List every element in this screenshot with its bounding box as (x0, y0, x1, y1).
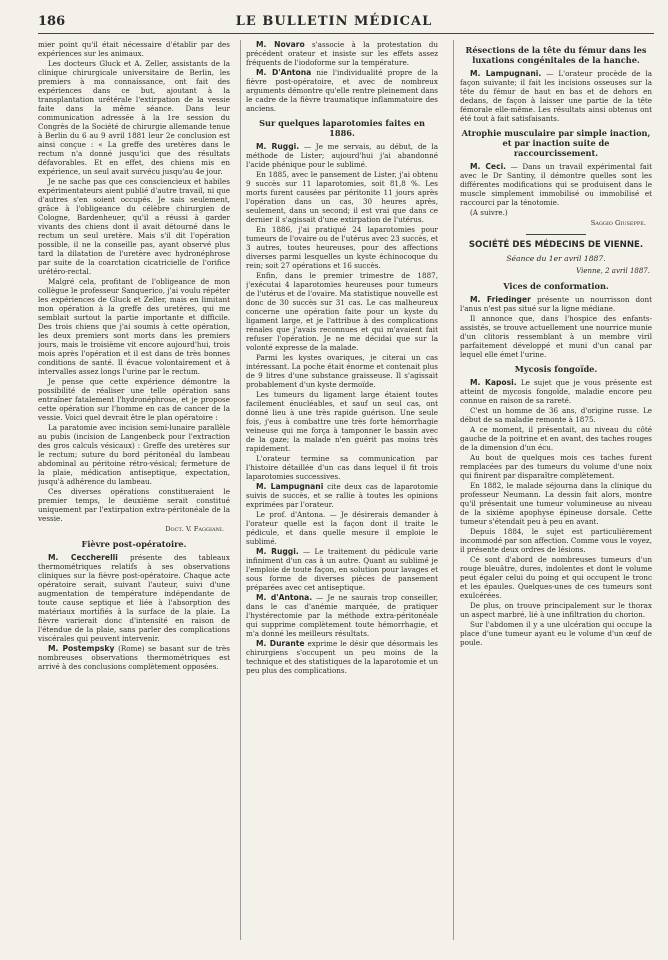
paragraph-text: Ce sont d'abord de nombreuses tumeurs d'un rouge bleuâtre, dures, indolentes et dont le volume peut égaler celui du poing et qui occupent le tronc et les épaules. Quelques-unes de ces tumeurs sont exulcérées. (460, 555, 652, 600)
paragraph-text: A ce moment, il présentait, au niveau du côté gauche de la poitrine et en avant, des taches rouges de la dimension d'un écu. (460, 425, 652, 452)
paragraph (246, 593, 438, 638)
paragraph-text: présente un nourrisson dont l'anus n'est pas situé sur la ligne médiane. (460, 295, 652, 313)
paragraph-text: Le prof. d'Antona. — Je désirerais demander à l'orateur quelle est la façon dont il traite le pédicule, et dans quelle mesure il emploie le sublimé. (246, 510, 438, 546)
speaker-name: M. Novaro (256, 40, 305, 49)
paragraph-text: cite deux cas de laparotomie suivis de succès, et se rallie à toutes les opinions exprimées par l'orateur. (246, 482, 438, 509)
paragraph (460, 453, 652, 480)
speaker-name: M. Ceccherelli (48, 553, 118, 562)
dateline: Vienne, 2 avril 1887. (576, 267, 650, 275)
paragraph (38, 487, 230, 523)
paragraph (460, 208, 652, 217)
paragraph-text: Je ne sache pas que ces consciencieux et habiles expérimentateurs aient publié d'autre travail, ni que d'autres s'en soient occupés. Je sais seulement, grâce à l'obligeance du célèbre chirurgien de Cologne, Bardenheuer, qu'il a réussi à garder vivants des chiens dont il avait détourné dans le rectum un seul uretère. Mais s'il dit l'opération possible, il ne la conseille pas, ayant observé plus tard la dilatation de l'uretère avec hydronéphrose par suite de la coarctation cicatricielle de l'orifice urétéro-rectal. (38, 177, 230, 276)
paragraph (246, 170, 438, 224)
paragraph (460, 425, 652, 452)
paragraph-text: — Le traitement du pédicule varie infiniment d'un cas à un autre. Quant au sublimé je l'emploie de toute façon, en solution pour lavages et sous forme de diverses pièces de pansement préparées avec cet antiseptique. (246, 547, 438, 592)
paragraph (460, 527, 652, 554)
society-title: SOCIÉTÉ DES MÉDECINS DE VIENNE. (468, 240, 644, 250)
paragraph-text: (A suivre.) (470, 208, 508, 217)
paragraph (246, 40, 438, 67)
speaker-name: M. Kaposi. (470, 378, 517, 387)
paragraph (38, 177, 230, 276)
paragraph-text: En 1882, le malade séjourna dans la clinique du professeur Neumann. La dessin fait alors, montre qu'il présentait une tumeur volumineuse au niveau de la sixième apophyse épineuse dorsale. Cette tumeur s'étendait peu à peu en avant. (460, 481, 652, 526)
section-heading: Mycosis fongoïde. (514, 364, 598, 374)
paragraph (38, 553, 230, 643)
paragraph (246, 68, 438, 113)
paragraph (38, 277, 230, 376)
paragraph (460, 620, 652, 647)
paragraph (38, 40, 230, 58)
paragraph-text: Enfin, dans le premier trimestre de 1887, j'exécutai 4 laparotomies heureuses pour tumeurs de l'utérus et de l'ovaire. Ma statistique nouvelle est donc de 30 succès sur 31 cas. Le cas malheureux concerne une opération faite pour un kyste du ligament large, et je l'attribue à des complications rénales que j'avais reconnues et qui m'avaient fait refuser l'opération. Je ne me décidai que sur la volonté expresse de la malade. (246, 271, 438, 352)
speaker-name: M. Friedinger (470, 295, 531, 304)
author-signature: Saggio Giuseppe. (590, 219, 646, 227)
paragraph (246, 271, 438, 352)
paragraph (460, 481, 652, 526)
paragraph-text: Parmi les kystes ovariques, je citerai un cas intéressant. La poche était énorme et contenait plus de 9 litres d'une substance graisseuse. Il s'agissait probablement d'un kyste dermoïde. (246, 353, 438, 389)
paragraph (460, 69, 652, 123)
paragraph-text: — Je me servais, au début, de la méthode de Lister; aujourd'hui j'ai abandonné l'acide phénique pour le sublimé. (246, 142, 438, 169)
paragraph-text: Les tumeurs du ligament large étaient toutes facilement énucléables, et sauf un seul cas, ont donné lieu à une très rapide guérison. Une seule fois, j'eus à combattre une très forte hémorrhagie veineuse qui me força à tamponner le bassin avec de la gaze; la malade n'en guérit pas moins très rapidement. (246, 390, 438, 453)
speaker-name: M. d'Antona. (256, 593, 313, 602)
paragraph (246, 547, 438, 592)
section-rule (526, 234, 586, 235)
header-rule (38, 33, 654, 34)
paragraph (460, 378, 652, 405)
paragraph (38, 377, 230, 422)
section-heading: Atrophie musculaire par simple inaction, et par inaction suite de raccourcissement. (461, 128, 651, 158)
speaker-name: M. Lampugnani. (470, 69, 542, 78)
section-heading: Sur quelques laparotomies faites en 1886. (259, 118, 425, 138)
paragraph-text: — Je ne saurais trop conseiller, dans le cas d'anémie marquée, de pratiquer l'hystérectomie par la méthode extra-péritonéale qui supprime complètement toute hémorrhagie, et m'a donné les meilleurs résultats. (246, 593, 438, 638)
paragraph (460, 406, 652, 424)
speaker-name: M. Postempsky (48, 644, 115, 653)
paragraph (246, 225, 438, 270)
paragraph (38, 59, 230, 176)
speaker-name: M. D'Antona (256, 68, 312, 77)
paragraph-text: Au bout de quelques mois ces taches furent remplacées par des tumeurs du volume d'une noix qui finirent par disparaître complètement. (460, 453, 652, 480)
page-number: 186 (38, 14, 66, 29)
paragraph (38, 644, 230, 671)
paragraph (460, 295, 652, 313)
speaker-name: M. Ruggi. (256, 142, 300, 151)
paragraph-text: En 1886, j'ai pratiqué 24 laparotomies pour tumeurs de l'ovaire ou de l'utérus avec 23 succès, et 3 autres, toutes heureuses, pour des affections diverses parmi lesquelles un kyste échinocoque du rein; soit 27 opérations et 16 succès. (246, 225, 438, 270)
paragraph (460, 314, 652, 359)
paragraph (38, 423, 230, 486)
paragraph-text: exprime le désir que désormais les chirurgiens s'occupent un peu moins de la technique et des statistiques de la laparotomie et un peu plus des complications. (246, 639, 438, 675)
column-divider (453, 40, 454, 940)
paragraph (246, 639, 438, 675)
paragraph-text: L'orateur termine sa communication par l'histoire détaillée d'un cas dans lequel il fit trois laparotomies successives. (246, 454, 438, 481)
paragraph (460, 601, 652, 619)
paragraph-text: Je pense que cette expérience démontre la possibilité de réaliser une telle opération sans entraîner fatalement l'hydronéphrose, et je propose cette opération sur l'homme en cas de cancer de la vessie. Voici quel devrait être le plan opératoire : (38, 377, 230, 422)
speaker-name: M. Ruggi. (256, 547, 299, 556)
paragraph (246, 454, 438, 481)
paragraph-text: — Dans un travail expérimental fait avec le Dr Santiny, il démontre quelles sont les différentes modifications qui se produisent dans le muscle simplement immobilisé ou immobilisé et raccourci par la ténotomie. (460, 162, 652, 207)
paragraph-text: — L'orateur procède de la façon suivante; il fait les incisions osseuses sur la tête du fémur de haut en bas et de dehors en dedans, de façon à laisser une partie de la tête fémorale elle-même. Les résultats ainsi obtenus ont été tout à fait satisfaisants. (460, 69, 652, 123)
paragraph-text: Les docteurs Gluck et A. Zeller, assistants de la clinique chirurgicale universitaire de Berlin, les premiers à ma connaissance, ont fait des expériences dans ce but, ajoutant à la transplantation urétérale l'extirpation de la vessie faite dans la même séance. Dans leur communication adressée à la 1re session du Congrès de la Société de chirurgie allemande tenue à Berlin du 6 au 9 avril 1881 leur 2e conclusion est ainsi conçue : « La greffe des uretères dans le rectum n'a donné jusqu'ici que des résultats défavorables. Et en effet, des chiens mis en expérience, un seul avait survécu jusqu'au 4e jour. (38, 59, 230, 176)
paragraph-text: Le sujet que je vous présente est atteint de mycosis fongoïde, maladie encore peu connue en raison de sa rareté. (460, 378, 652, 405)
paragraph (460, 555, 652, 600)
paragraph-text: nie l'individualité propre de la fièvre post-opératoire, et avec de nombreux arguments démontre qu'elle rentre pleinement dans le cadre de la fièvre traumatique inflammatoire des anciens. (246, 68, 438, 113)
paragraph-text: La paratomie avec incision semi-lunaire parallèle au pubis (incision de Langenbeck pour l'extraction des gros calculs vésicaux) : Greffe des uretères sur le rectum; suture du bord péritonéal du lambeau abdominal au péritoine rétro-vésical; fermeture de la plaie, médication antiseptique, expectation, jusqu'à adhérence du lambeau. (38, 423, 230, 486)
column-1 (38, 40, 230, 940)
column-3 (460, 40, 652, 940)
paragraph (246, 510, 438, 546)
paragraph-text: Il annonce que, dans l'hospice des enfants-assistés, se trouve actuellement une nourrice munie d'un clitoris ressemblant à un membre viril parfaitement développé et muni d'un canal par lequel elle émet l'urine. (460, 314, 652, 359)
column-divider (240, 40, 241, 940)
column-2 (246, 40, 438, 940)
speaker-name: M. Durante (256, 639, 305, 648)
paragraph-text: s'associe à la protestation du précédent orateur et insiste sur les effets assez fréquents de l'iodoforme sur la température. (246, 40, 438, 67)
author-signature: Doct. V. Faggiani. (165, 525, 224, 533)
session-date: Séance du 1er avril 1887. (506, 254, 606, 263)
section-heading: Résections de la tête du fémur dans les luxations congénitales de la hanche. (465, 45, 647, 65)
paragraph-text: En 1885, avec le pansement de Lister, j'ai obtenu 9 succès sur 11 laparotomies, soit 81,8 %. Les morts furent causées par péritonite 11 jours après l'opération dans un cas, 30 heures après, seulement, dans un second; il est vrai que dans ce dernier il s'agissait d'une extirpation de l'utérus. (246, 170, 438, 224)
paragraph-text: De plus, on trouve principalement sur le thorax un aspect marbré, lié à une infiltration du chorion. (460, 601, 652, 619)
speaker-name: M. Lampugnani (256, 482, 324, 491)
paragraph (246, 353, 438, 389)
paragraph-text: mier point qu'il était nécessaire d'établir par des expériences sur les animaux. (38, 40, 230, 58)
paragraph-text: (Rome) se basant sur de très nombreuses observations thermométriques est arrivé à des conclusions complètement opposées. (38, 644, 230, 671)
section-heading: Fièvre post-opératoire. (81, 539, 187, 549)
paragraph-text: C'est un homme de 36 ans, d'origine russe. Le début de sa maladie remonte à 1875. (460, 406, 652, 424)
paragraph (246, 142, 438, 169)
speaker-name: M. Ceci. (470, 162, 507, 171)
paragraph-text: Malgré cela, profitant de l'obligeance de mon collègue le professeur Sanquerico, j'ai voulu répéter les expériences de Gluck et Zeller, mais en limitant mon opération à la greffe des uretères, qui me semblait surtout la partie importante et difficile. Des trois chiens que j'ai soumis à cette opération, les deux premiers sont morts dans les premiers jours, mais le troisième vit encore aujourd'hui, trois mois après l'opération et il est dans de très bonnes conditions de santé. Il évacue volontairement et à intervalles assez longs l'urine par le rectum. (38, 277, 230, 376)
paragraph-text: Ces diverses opérations constitueraient le premier temps, le deuxième serait constitué uniquement par l'extirpation extra-péritonéale de la vessie. (38, 487, 230, 523)
paragraph (246, 482, 438, 509)
section-heading: Vices de conformation. (503, 281, 609, 291)
paragraph-text: Depuis 1884, le sujet est particulièrement incommodé par son affection. Comme vous le voyez, il présente deux ordres de lésions. (460, 527, 652, 554)
paragraph-text: présente des tableaux thermométriques relatifs à ses observations cliniques sur la fièvre post-opératoire. Chaque acte opératoire serait, suivant l'auteur, suivi d'une augmentation de température indépendante de toute cause septique et liée à l'absorption des matériaux mortifiés à la surface de la plaie. La fièvre varierait donc d'intensité en raison de l'étendue de la plaie, sans parler des complications viscérales qui peuvent intervenir. (38, 553, 230, 643)
running-title: LE BULLETIN MÉDICAL (235, 14, 433, 29)
paragraph-text: Sur l'abdomen il y a une ulcération qui occupe la place d'une tumeur ayant eu le volume d'un œuf de poule. (460, 620, 652, 647)
paragraph (246, 390, 438, 453)
paragraph (460, 162, 652, 207)
